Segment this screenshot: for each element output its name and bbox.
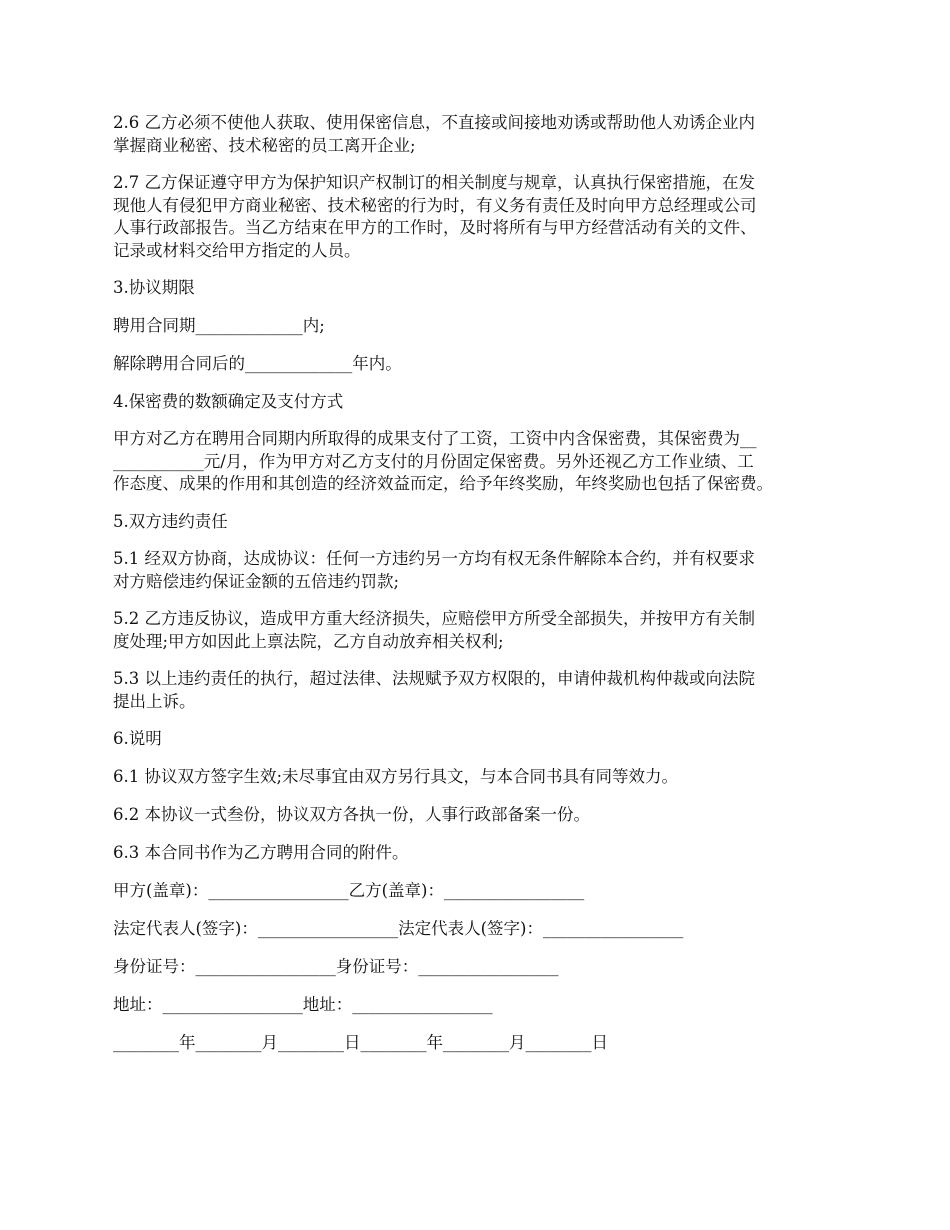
clause-6-1: 6.1 协议双方签字生效;未尽事宜由双方另行具文，与本合同书具有同等效力。 bbox=[113, 766, 679, 786]
document-page bbox=[113, 112, 853, 1070]
section-4-heading: 4.保密费的数额确定及支付方式 bbox=[113, 391, 344, 411]
signature-id-line: 身份证号：_________________身份证号：_________________ bbox=[113, 956, 559, 976]
section-3-heading: 3.协议期限 bbox=[113, 278, 195, 297]
clause-2-6-line-2: 掌握商业秘密、技术秘密的员工离开企业; bbox=[113, 135, 416, 155]
clause-2-7-line-2: 现他人有侵犯甲方商业秘密、技术秘密的行为时，有义务有责任及时向甲方总经理或公司 bbox=[113, 195, 757, 215]
clause-4-line-1: 甲方对乙方在聘用合同期内所取得的成果支付了工资，工资中内含保密费，其保密费为__ bbox=[113, 429, 757, 448]
clause-4-line-3: 作态度、成果的作用和其创造的经济效益而定，给予年终奖励，年终奖励也包括了保密费。 bbox=[113, 474, 773, 493]
clause-2-7-line-4: 记录或材料交给甲方指定的人员。 bbox=[113, 240, 361, 260]
clause-5-3 bbox=[113, 668, 853, 713]
clause-4-line-2: ___________元/月，作为甲方对乙方支付的月份固定保密费。另外还视乙方工作业绩、工 bbox=[113, 451, 754, 471]
signature-date-line: ________年________月________日________年________月________日 bbox=[113, 1032, 608, 1052]
clause-6-2: 6.2 本协议一式叁份，协议双方各执一份，人事行政部备案一份。 bbox=[113, 804, 590, 824]
clause-2-7-line-1: 2.7 乙方保证遵守甲方为保护知识产权制订的相关制度与规章，认真执行保密措施，在发 bbox=[113, 173, 755, 192]
clause-5-2-line-1: 5.2 乙方违反协议，造成甲方重大经济损失，应赔偿甲方所受全部损失，并按甲方有关制 bbox=[113, 609, 755, 628]
clause-5-1 bbox=[113, 548, 853, 593]
signature-address-line: 地址：_________________地址：_________________ bbox=[113, 994, 493, 1014]
clause-5-1-line-1: 5.1 经双方协商，达成协议：任何一方违约另一方均有权无条件解除本合约，并有权要求 bbox=[113, 549, 755, 568]
clause-5-2-line-2: 度处理;甲方如因此上禀法院，乙方自动放弃相关权利; bbox=[113, 631, 504, 651]
clause-3-contract-period: 聘用合同期_____________内; bbox=[113, 315, 325, 335]
clause-2-7-line-3: 人事行政部报告。当乙方结束在甲方的工作时，及时将所有与甲方经营活动有关的文件、 bbox=[113, 218, 757, 237]
clause-5-1-line-2: 对方赔偿违约保证金额的五倍违约罚款; bbox=[113, 571, 400, 591]
clause-5-3-line-1: 5.3 以上违约责任的执行，超过法律、法规赋予双方权限的，申请仲裁机构仲裁或向法院 bbox=[113, 669, 755, 688]
clause-5-2 bbox=[113, 608, 853, 653]
clause-2-7 bbox=[113, 172, 853, 262]
section-5-heading: 5.双方违约责任 bbox=[113, 511, 228, 531]
signature-representative-line: 法定代表人(签字)：_________________法定代表人(签字)：_________________ bbox=[113, 918, 684, 938]
clause-6-3: 6.3 本合同书作为乙方聘用合同的附件。 bbox=[113, 842, 409, 862]
clause-5-3-line-2: 提出上诉。 bbox=[113, 691, 196, 711]
clause-2-6-line-1: 2.6 乙方必须不使他人获取、使用保密信息，不直接或间接地劝诱或帮助他人劝诱企业内 bbox=[113, 113, 755, 132]
section-6-heading: 6.说明 bbox=[113, 729, 162, 748]
clause-4 bbox=[113, 428, 853, 496]
signature-party-line: 甲方(盖章)：_________________乙方(盖章)：_________________ bbox=[113, 880, 585, 900]
clause-3-after-termination: 解除聘用合同后的_____________年内。 bbox=[113, 353, 402, 373]
clause-2-6 bbox=[113, 112, 853, 157]
